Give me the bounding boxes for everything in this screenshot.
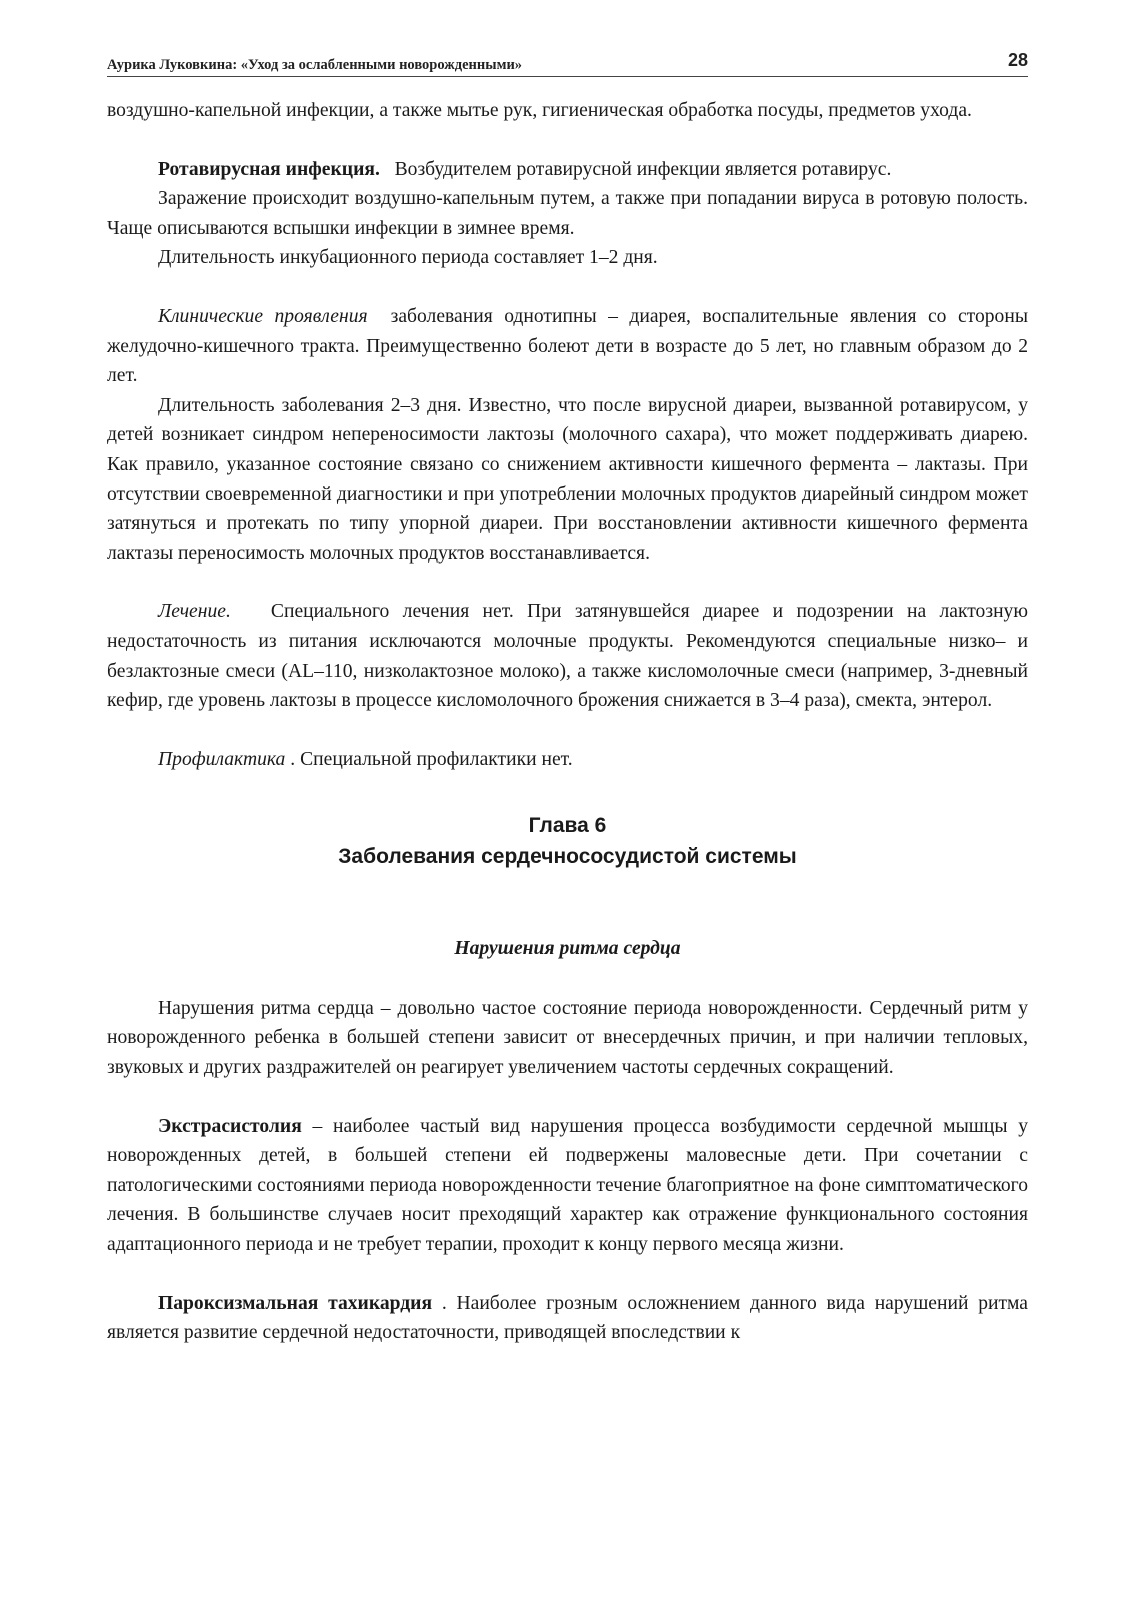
paragraph-incubation: Длительность инкубационного периода составляет 1–2 дня. (158, 247, 658, 269)
rotavirus-heading: Ротавирусная инфекция. (158, 158, 380, 180)
running-header (107, 50, 1028, 77)
prophylaxis-text: . Специальной профилактики нет. (290, 748, 573, 770)
clinical-text: заболевания однотипны – диарея, воспалительные явления со стороны желудочно-кишечного тракта. Преимущественно болеют дети в возрасте до 5 лет, но главным образом до 2 лет. (107, 305, 1028, 387)
paragraph-rhythm: Нарушения ритма сердца – довольно частое состояние периода новорожденности. Сердечный ритм у новорожденного ребенка в большей степени зависит от внесердечных причин, и при наличии тепловых, звуковых и других раздражителей он реагирует увеличением частоты сердечных сокращений. (107, 997, 1028, 1079)
page-number: 28 (1007, 50, 1028, 70)
tachycardia-text: . Наиболее грозным осложнением данного вида нарушений ритма является развитие сердечной недостаточности, приводящей впоследствии к (107, 1292, 1029, 1344)
page-body (107, 96, 1028, 1348)
chapter-title: Заболевания сердечнососудистой системы (338, 845, 797, 869)
extrasystole-heading: Экстрасистолия (158, 1115, 302, 1137)
paragraph-duration: Длительность заболевания 2–3 дня. Известно, что после вирусной диареи, вызванной ротавирусом, у детей возникает синдром непереносимости лактозы (молочного сахара), что может поддерживать диарею. Как правило, указанное состояние связано со снижением активности кишечного фермента – лактазы. При отсутствии своевременной диагностики и при употреблении молочных продуктов диарейный синдром может затянуться и протекать по типу упорной диареи. При восстановлении активности кишечного фермента лактазы переносимость молочных продуктов восстанавливается. (107, 394, 1028, 564)
paragraph-continuation: воздушно-капельной инфекции, а также мытье рук, гигиеническая обработка посуды, предметов ухода. (107, 100, 972, 121)
rotavirus-text: Возбудителем ротавирусной инфекции является ротавирус. (394, 158, 892, 180)
paragraph-clinical (107, 302, 1028, 391)
clinical-label: Клинические проявления (158, 305, 368, 327)
paragraph-tachycardia (107, 1289, 1028, 1348)
paragraph-prophylaxis (107, 745, 1028, 775)
prophylaxis-label: Профилактика (158, 748, 286, 770)
extrasystole-text: – наиболее частый вид нарушения процесса возбудимости сердечной мышцы у новорожденных детей, в большей степени ей подвержены маловесные дети. При сочетании с патологическими состояниями периода новорожденности течение благоприятное на фоне симптоматического лечения. В большинстве случаев носит преходящий характер как отражение функционального состояния адаптационного периода и не требует терапии, проходит к концу первого месяца жизни. (107, 1115, 1028, 1256)
chapter-heading (107, 810, 1028, 872)
tachycardia-heading: Пароксизмальная тахикардия (158, 1292, 433, 1314)
paragraph-treatment (107, 597, 1028, 715)
treatment-label: Лечение. (158, 601, 231, 623)
treatment-text: Специального лечения нет. При затянувшейся диарее и подозрении на лактозную недостаточность из питания исключаются молочные продукты. Рекомендуются специальные низко– и безлактозные смеси (AL–110, низколактозное молоко), а также кисломолочные смеси (например, 3-дневный кефир, где уровень лактозы в процессе кисломолочного брожения снижается в 3–4 раза), смекта, энтерол. (107, 601, 1028, 712)
chapter-number: Глава 6 (528, 814, 607, 838)
header-title: Аурика Луковкина: «Уход за ослабленными новорожденными» (107, 57, 523, 73)
paragraph-infection-route: Заражение происходит воздушно-капельным путем, а также при попадании вируса в ротовую полость. Чаще описываются вспышки инфекции в зимнее время. (107, 188, 1028, 239)
paragraph-rotavirus (107, 155, 1028, 185)
section-title: Нарушения ритма сердца (454, 938, 681, 960)
paragraph-extrasystole (107, 1112, 1028, 1260)
